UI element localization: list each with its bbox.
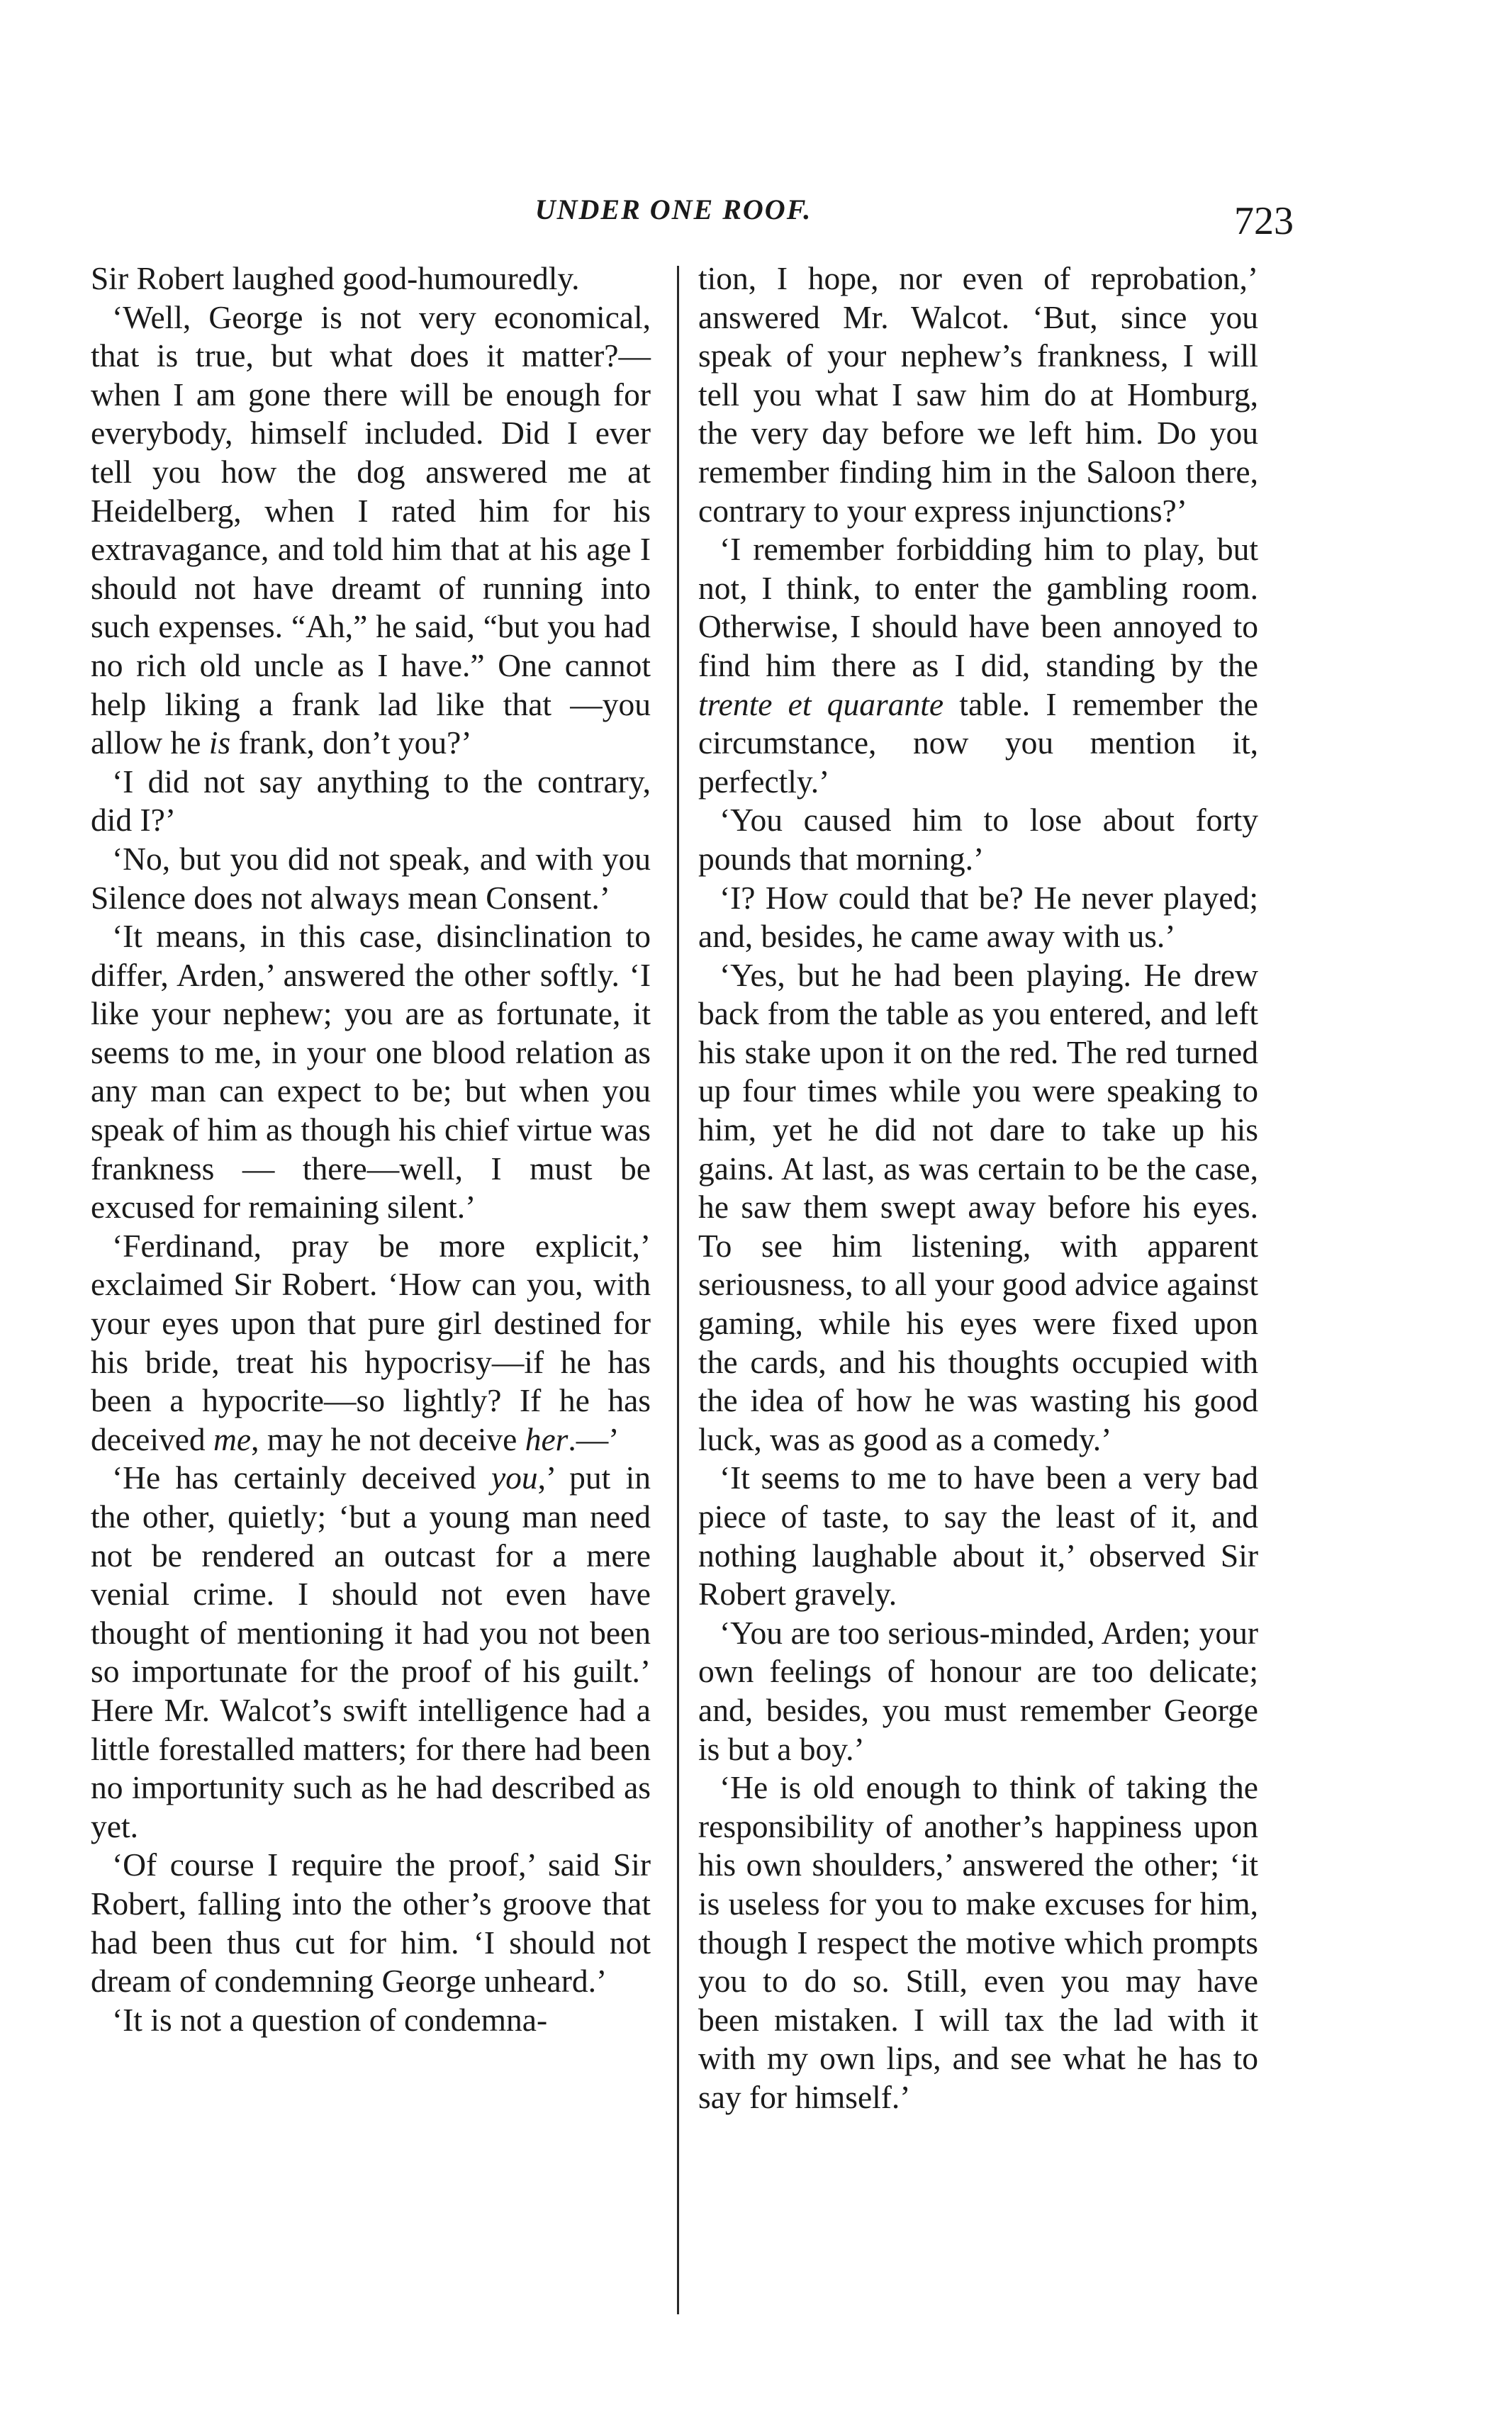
- column-divider: [677, 266, 679, 2314]
- paragraph: ‘He is old enough to think of taking the responsibility of another’s happiness upon his own shoulders,’ answered the other; ‘it is useless for you to make excuses for him, though I respect the motive which prompts you to do so. Still, even you may have been mistaken. I will tax the lad with it with my own lips, and see what he has to say for himself.’: [698, 1769, 1258, 2115]
- paragraph: ‘Ferdinand, pray be more explicit,’ exclaimed Sir Robert. ‘How can you, with your eyes upon that pure girl destined for his bride, treat his hypocrisy—if he has been a hypocrite—so lightly? If he has deceived me, may he not deceive her.—’: [91, 1227, 651, 1457]
- paragraph: ‘I? How could that be? He never played; and, besides, he came away with us.’: [698, 879, 1258, 955]
- paragraph: ‘It means, in this case, disinclination to differ, Arden,’ answered the other softly. ‘I like your nephew; you are as fortunate, it seems to me, in your one blood relation as any man can expect to be; but when you speak of him as though his chief virtue was frankness — there—well, I must be excused for remaining silent.’: [91, 918, 651, 1226]
- paragraph: tion, I hope, nor even of reprobation,’ answered Mr. Walcot. ‘But, since you speak of your nephew’s frankness, I will tell you what I saw him do at Homburg, the very day before we left him. Do you remember finding him in the Saloon there, contrary to your express injunctions?’: [698, 260, 1258, 529]
- paragraph: ‘I did not say anything to the contrary, did I?’: [91, 763, 651, 839]
- paragraph: Sir Robert laughed good-humouredly.: [91, 260, 580, 296]
- right-column: [698, 259, 1258, 2117]
- paragraph: ‘You are too serious-minded, Arden; your own feelings of honour are too delicate; and, besides, you must remember George is but a boy.’: [698, 1614, 1258, 1767]
- running-title: UNDER ONE ROOF.: [534, 194, 812, 225]
- paragraph: ‘It seems to me to have been a very bad piece of taste, to say the least of it, and nothing laughable about it,’ observed Sir Robert gravely.: [698, 1459, 1258, 1613]
- paragraph: ‘I remember forbidding him to play, but not, I think, to enter the gambling room. Otherwise, I should have been annoyed to find him there as I did, standing by the trente et quarante table. I remember the circumstance, now you mention it, perfectly.’: [698, 531, 1258, 800]
- paragraph: ‘You caused him to lose about forty pounds that morning.’: [698, 802, 1258, 877]
- paragraph: ‘He has certainly deceived you,’ put in the other, quietly; ‘but a young man need not be rendered an outcast for a mere venial crime. I should not even have thought of mentioning it had you not been so importunate for the proof of his guilt.’ Here Mr. Walcot’s swift intelligence had a little forestalled matters; for there had been no importunity such as he had described as yet.: [91, 1459, 651, 1844]
- paragraph: ‘No, but you did not speak, and with you Silence does not always mean Consent.’: [91, 840, 651, 916]
- paragraph: ‘Of course I require the proof,’ said Sir Robert, falling into the other’s groove that had been thus cut for him. ‘I should not dream of condemning George unheard.’: [91, 1846, 651, 2000]
- paragraph: ‘Yes, but he had been playing. He drew back from the table as you entered, and left his stake upon it on the red. The red turned up four times while you were speaking to him, yet he did not dare to take up his gains. At last, as was certain to be the case, he saw them swept away before his eyes. To see him listening, with apparent seriousness, to all your good advice against gaming, while his eyes were fixed upon the cards, and his thoughts occupied with the idea of how he was wasting his good luck, was as good as a comedy.’: [698, 956, 1258, 1457]
- paragraph: ‘Well, George is not very economical, that is true, but what does it matter?—when I am gone there will be enough for everybody, himself included. Did I ever tell you how the dog answered me at Heidelberg, when I rated him for his extravagance, and told him that at his age I should not have dreamt of running into such expenses. “Ah,” he said, “but you had no rich old uncle as I have.” One cannot help liking a frank lad like that —you allow he is frank, don’t you?’: [91, 298, 651, 761]
- paragraph: ‘It is not a question of condemna-: [112, 2001, 548, 2038]
- page-number: 723: [1234, 199, 1294, 243]
- left-column: [91, 259, 651, 2039]
